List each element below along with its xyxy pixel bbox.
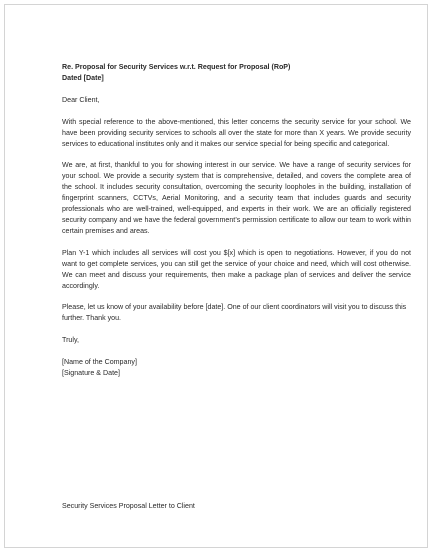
signature-block (62, 357, 411, 379)
document-page (4, 4, 428, 548)
subject-line: Re. Proposal for Security Services w.r.t. Request for Proposal (RoP) (62, 63, 291, 71)
signature-date-placeholder: [Signature & Date] (62, 369, 120, 378)
closing: Truly, (62, 336, 79, 345)
paragraph-pricing: Plan Y-1 which includes all services will cost you $[x] which is open to negotiations. However, if you do not want to get complete services, you can still get the service of your choice and need, which will cost otherwise. We can meet and discuss your requirements, then make a package plan of services and deliver the service accordingly. (62, 248, 411, 290)
date-line: Dated [Date] (62, 73, 104, 82)
document-footer-title: Security Services Proposal Letter to Client (62, 502, 195, 510)
company-name-placeholder: [Name of the Company] (62, 358, 137, 367)
paragraph-services: We are, at first, thankful to you for showing interest in our service. We have a range of security services for your school. We provide a security system that is comprehensive, detailed, and covers the complete area of the school. It includes security consultation, overcoming the security loopholes in the building, installation of fingerprint scanners, CCTVs, Aerial Monitoring, and a security team that includes guards and security professionals who are well-trained, well-equipped, and experts in their work. We are an officially registered security company and we have the federal government’s permission certificate to allow our team to work within certain premises and areas. (62, 161, 411, 235)
paragraph-intro: With special reference to the above-mentioned, this letter concerns the security service for your school. We have been providing security services to schools all over the state for more than X years. We provide security services to educational institutes only and it makes our service special for being specific and categorical. (62, 117, 411, 148)
paragraph-availability: Please, let us know of your availability before [date]. One of our client coordinators will visit you to discuss this further. Thank you. (62, 303, 407, 323)
letter-body (62, 62, 411, 379)
salutation: Dear Client, (62, 95, 100, 104)
